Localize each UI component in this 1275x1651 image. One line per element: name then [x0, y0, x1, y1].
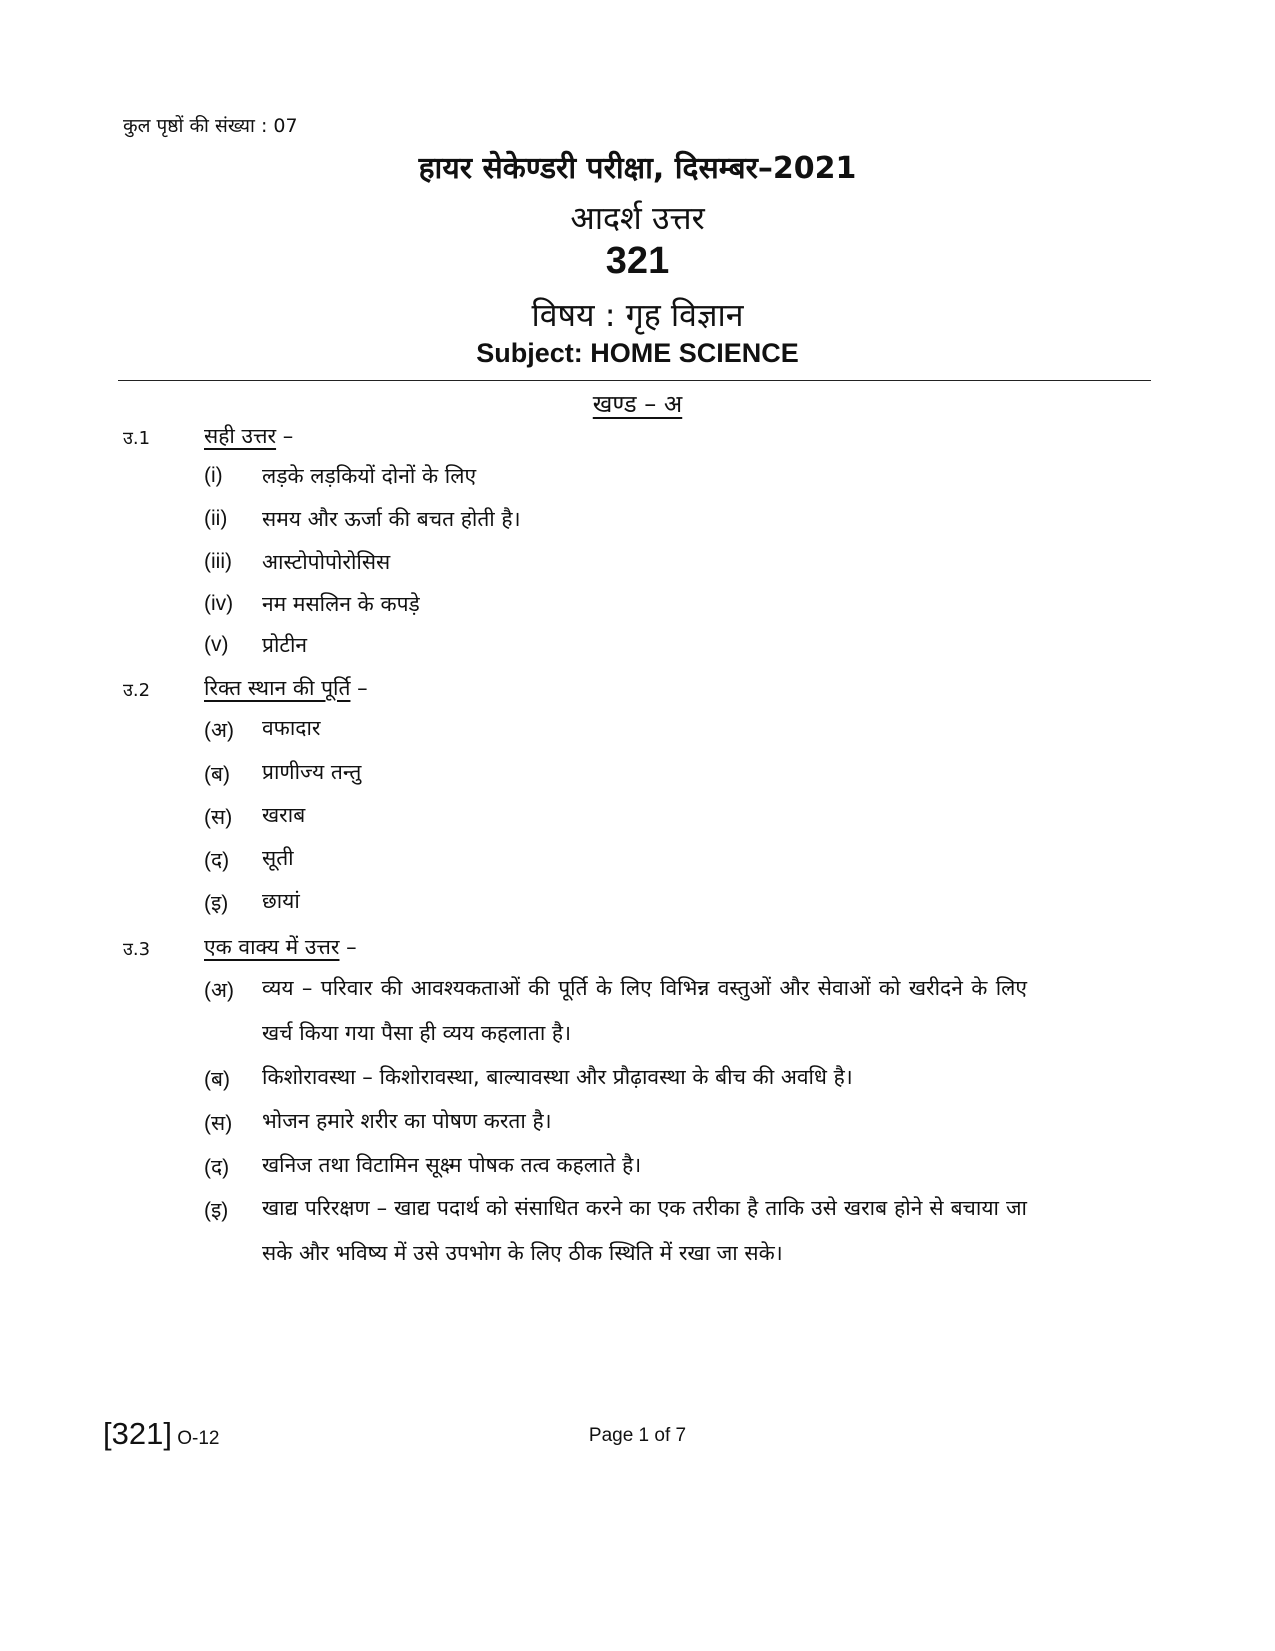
subject-hindi: विषय : गृह विज्ञान — [531, 296, 744, 334]
question-number: उ.1 — [123, 428, 151, 449]
section-heading: खण्ड – अ — [592, 390, 683, 418]
subject-code: 321 — [605, 240, 670, 282]
subject-english: Subject: HOME SCIENCE — [476, 338, 799, 368]
header-divider — [118, 380, 1151, 381]
model-answer-heading: आदर्श उत्तर — [570, 199, 705, 237]
question-number: उ.2 — [123, 680, 151, 701]
question-number: उ.3 — [123, 939, 151, 960]
question-heading: रिक्त स्थान की पूर्ति – — [204, 676, 368, 700]
footer-paper-code: [321] O-12 — [103, 1416, 220, 1451]
page-number: Page 1 of 7 — [588, 1425, 687, 1446]
page-count: कुल पृष्ठों की संख्या : 07 — [123, 115, 298, 137]
question-heading: एक वाक्य में उत्तर – — [204, 935, 357, 959]
question-heading: सही उत्तर – — [204, 424, 294, 448]
exam-title: हायर सेकेण्डरी परीक्षा, दिसम्बर–2021 — [418, 151, 857, 186]
